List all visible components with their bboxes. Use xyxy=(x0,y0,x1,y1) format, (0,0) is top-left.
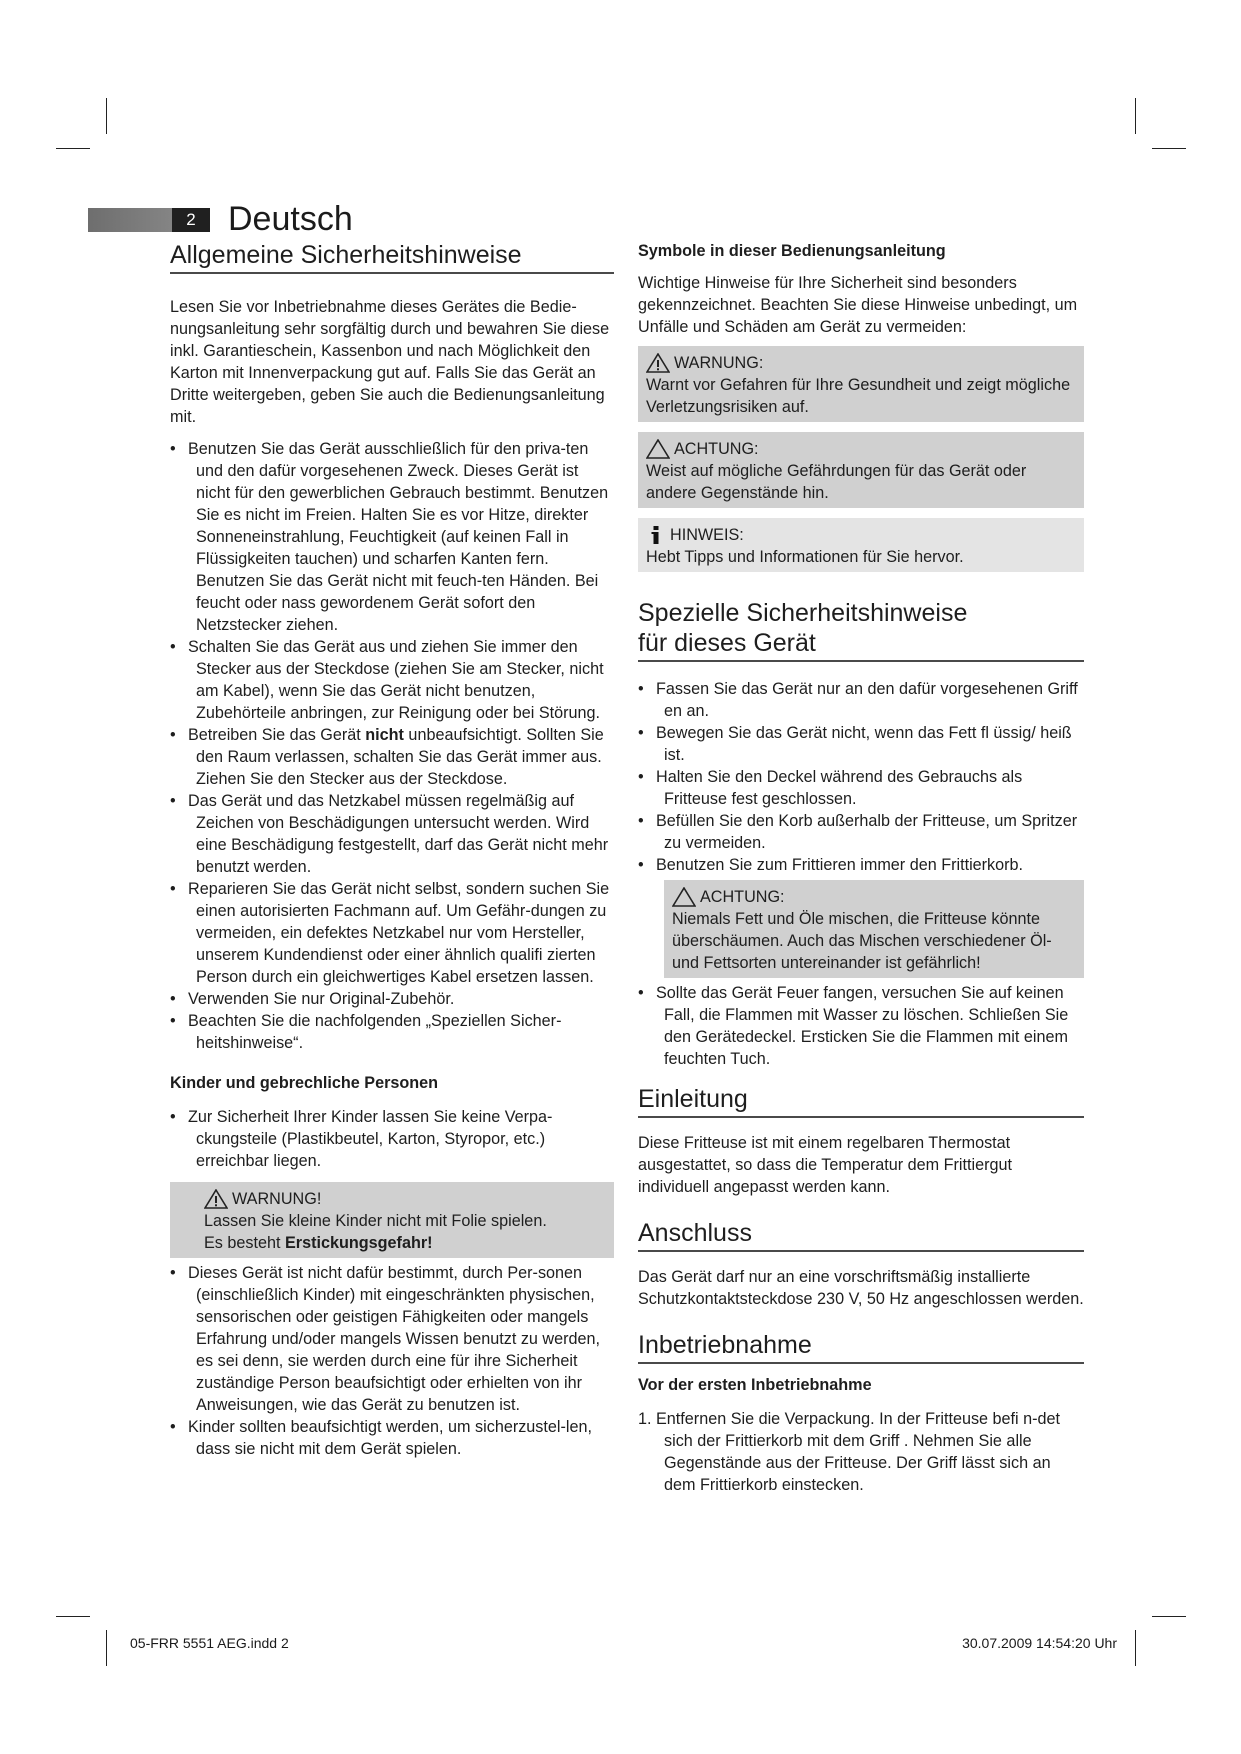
list-item: • Das Gerät und das Netzkabel müssen regelmäßig auf Zeichen von Beschädigungen untersucht werden. Wird eine Beschädigung festgestellt, darf das Gerät nicht mehr benutzt werden. xyxy=(170,790,614,878)
warning-triangle-icon xyxy=(204,1189,228,1209)
list-item: • Benutzen Sie zum Frittieren immer den Frittierkorb. xyxy=(638,854,1084,876)
crop-mark xyxy=(106,98,107,134)
crop-mark xyxy=(56,148,90,149)
warning-triangle-icon xyxy=(646,353,670,373)
list-item: • Schalten Sie das Gerät aus und ziehen Sie immer den Stecker aus der Steckdose (ziehen Sie am Stecker, nicht am Kabel), wenn Sie das Gerät nicht benutzen, Zubehörteile anbringen, zur Reinigung oder bei Störung. xyxy=(170,636,614,724)
list-item: • Reparieren Sie das Gerät nicht selbst, sondern suchen Sie einen autorisierten Fachmann auf. Um Gefähr-dungen zu vermeiden, ein defektes Netzkabel nur vom Hersteller, unserem Kundendienst oder einer ähnlich qualifi zierten Person durch ein gleichwertiges Kabel ersetzen lassen. xyxy=(170,878,614,988)
section-title-introduction: Einleitung xyxy=(638,1084,1084,1118)
left-column xyxy=(170,240,614,1460)
crop-mark xyxy=(56,1616,90,1617)
crop-mark xyxy=(1152,1616,1186,1617)
special-safety-list xyxy=(638,678,1084,876)
page-number: 2 xyxy=(172,208,210,232)
section-title-connection: Anschluss xyxy=(638,1218,1084,1252)
list-item: • Sollte das Gerät Feuer fangen, versuchen Sie auf keinen Fall, die Flammen mit Wasser zu löschen. Schließen Sie den Gerätedeckel. Ersticken Sie die Flammen mit einem feuchten Tuch. xyxy=(638,982,1084,1070)
connection-text: Das Gerät darf nur an eine vorschriftsmäßig installierte Schutzkontaktsteckdose 230 V, 50 Hz angeschlossen werden. xyxy=(638,1268,1084,1308)
info-icon xyxy=(646,525,666,545)
warning-title: WARNUNG! xyxy=(204,1188,606,1210)
children-list-2 xyxy=(170,1262,614,1460)
caution-triangle-icon xyxy=(646,439,670,459)
crop-mark xyxy=(106,1630,107,1666)
section-title-special-safety: Spezielle Sicherheitshinweise für dieses Gerät xyxy=(638,598,1084,662)
introduction-text: Diese Fritteuse ist mit einem regelbaren Thermostat ausgestattet, so dass die Temperatur dem Frittiergut individuell angepasst werden kann. xyxy=(638,1134,1012,1196)
caution-label: ACHTUNG: xyxy=(674,440,759,458)
list-item: • Kinder sollten beaufsichtigt werden, um sicherzustel-len, dass sie nicht mit dem Gerät spielen. xyxy=(170,1416,614,1460)
caution-text: Weist auf mögliche Gefährdungen für das Gerät oder andere Gegenstände hin. xyxy=(646,462,1027,502)
list-item: • Bewegen Sie das Gerät nicht, wenn das Fett fl üssig/ heiß ist. xyxy=(638,722,1084,766)
warning-text: Es besteht Erstickungsgefahr! xyxy=(204,1234,433,1252)
list-item: • Fassen Sie das Gerät nur an den dafür vorgesehenen Griff en an. xyxy=(638,678,1084,722)
warning-box-children xyxy=(170,1182,614,1258)
section-title-general-safety: Allgemeine Sicherheitshinweise xyxy=(170,240,614,274)
list-item: • Beachten Sie die nachfolgenden „Speziellen Sicher-heitshinweise“. xyxy=(170,1010,614,1054)
caution-text: Niemals Fett und Öle mischen, die Fritteuse könnte überschäumen. Auch das Mischen verschiedener Öl- und Fettsorten untereinander ist gefährlich! xyxy=(672,910,1052,972)
list-item: • Benutzen Sie das Gerät ausschließlich für den priva-ten und den dafür vorgesehenen Zweck. Dieses Gerät ist nicht für den gewerblichen Gebrauch bestimmt. Benutzen Sie es nicht im Freien. Halten Sie es vor Hitze, direkter Sonneneinstrahlung, Feuchtigkeit (auf keinen Fall in Flüssigkeiten tauchen) und scharfen Kanten fern. Benutzen Sie das Gerät nicht mit feuch-ten Händen. Bei feucht oder nass gewordenem Gerät sofort den Netzstecker ziehen. xyxy=(170,438,614,636)
crop-mark xyxy=(1135,98,1136,134)
list-item: • Dieses Gerät ist nicht dafür bestimmt, durch Per-sonen (einschließlich Kinder) mit eingeschränkten physischen, sensorischen oder geistigen Fähigkeiten oder mangels Erfahrung und/oder mangels Wissen benutzt zu werden, es sei denn, sie werden durch eine für ihre Sicherheit zuständige Person beaufsichtigt oder erhielten von ihr Anweisungen, wie das Gerät zu benutzen ist. xyxy=(170,1262,614,1416)
children-list xyxy=(170,1106,614,1172)
warning-text: Warnt vor Gefahren für Ihre Gesundheit und zeigt mögliche Verletzungsrisiken auf. xyxy=(646,376,1071,416)
note-box xyxy=(638,518,1084,572)
note-text: Hebt Tipps und Informationen für Sie hervor. xyxy=(646,548,964,566)
warning-box xyxy=(638,346,1084,422)
safety-list xyxy=(170,438,614,1054)
subheading-symbols: Symbole in dieser Bedienungsanleitung xyxy=(638,242,946,260)
note-label: HINWEIS: xyxy=(670,526,744,544)
symbols-intro: Wichtige Hinweise für Ihre Sicherheit sind besonders gekennzeichnet. Beachten Sie diese Hinweise unbedingt, um Unfälle und Schäden am Gerät zu vermeiden: xyxy=(638,274,1078,336)
caution-label: ACHTUNG: xyxy=(700,888,785,906)
warning-label: WARNUNG: xyxy=(674,354,764,372)
list-item: • Zur Sicherheit Ihrer Kinder lassen Sie keine Verpa-ckungsteile (Plastikbeutel, Karton, Styropor, etc.) erreichbar liegen. xyxy=(170,1106,614,1172)
intro-paragraph: Lesen Sie vor Inbetriebnahme dieses Gerätes die Bedie-nungsanleitung sehr sorgfältig durch und bewahren Sie diese inkl. Garantieschein, Kassenbon und nach Möglichkeit den Karton mit Innenverpackung gut auf. Falls Sie das Gerät an Dritte weitergeben, geben Sie auch die Bedienungsanleitung mit. xyxy=(170,298,610,426)
fire-list xyxy=(638,982,1084,1070)
caution-box-oil xyxy=(664,880,1084,978)
crop-mark xyxy=(1152,148,1186,149)
list-item: • Betreiben Sie das Gerät nicht unbeaufsichtigt. Sollten Sie den Raum verlassen, schalten Sie das Gerät immer aus. Ziehen Sie den Stecker aus der Steckdose. xyxy=(170,724,614,790)
footer-file: 05-FRR 5551 AEG.indd 2 xyxy=(130,1635,289,1651)
crop-mark xyxy=(1135,1630,1136,1666)
subheading-children: Kinder und gebrechliche Personen xyxy=(170,1074,439,1092)
list-item: • Befüllen Sie den Korb außerhalb der Fritteuse, um Spritzer zu vermeiden. xyxy=(638,810,1084,854)
list-item: • Halten Sie den Deckel während des Gebrauchs als Fritteuse fest geschlossen. xyxy=(638,766,1084,810)
list-item: • Verwenden Sie nur Original-Zubehör. xyxy=(170,988,614,1010)
subheading-first-use: Vor der ersten Inbetriebnahme xyxy=(638,1376,872,1394)
caution-triangle-icon xyxy=(672,887,696,907)
section-title-startup: Inbetriebnahme xyxy=(638,1330,1084,1364)
language-title: Deutsch xyxy=(228,200,353,238)
caution-box xyxy=(638,432,1084,508)
right-column xyxy=(638,240,1084,1496)
first-use-steps xyxy=(638,1408,1084,1496)
list-item: 1. Entfernen Sie die Verpackung. In der Fritteuse befi n-det sich der Frittierkorb mit dem Griff . Nehmen Sie alle Gegenstände aus der Fritteuse. Der Griff lässt sich an dem Frittierkorb einstecken. xyxy=(638,1410,1061,1494)
footer-timestamp: 30.07.2009 14:54:20 Uhr xyxy=(962,1635,1117,1651)
warning-text: Lassen Sie kleine Kinder nicht mit Folie spielen. xyxy=(204,1212,547,1230)
